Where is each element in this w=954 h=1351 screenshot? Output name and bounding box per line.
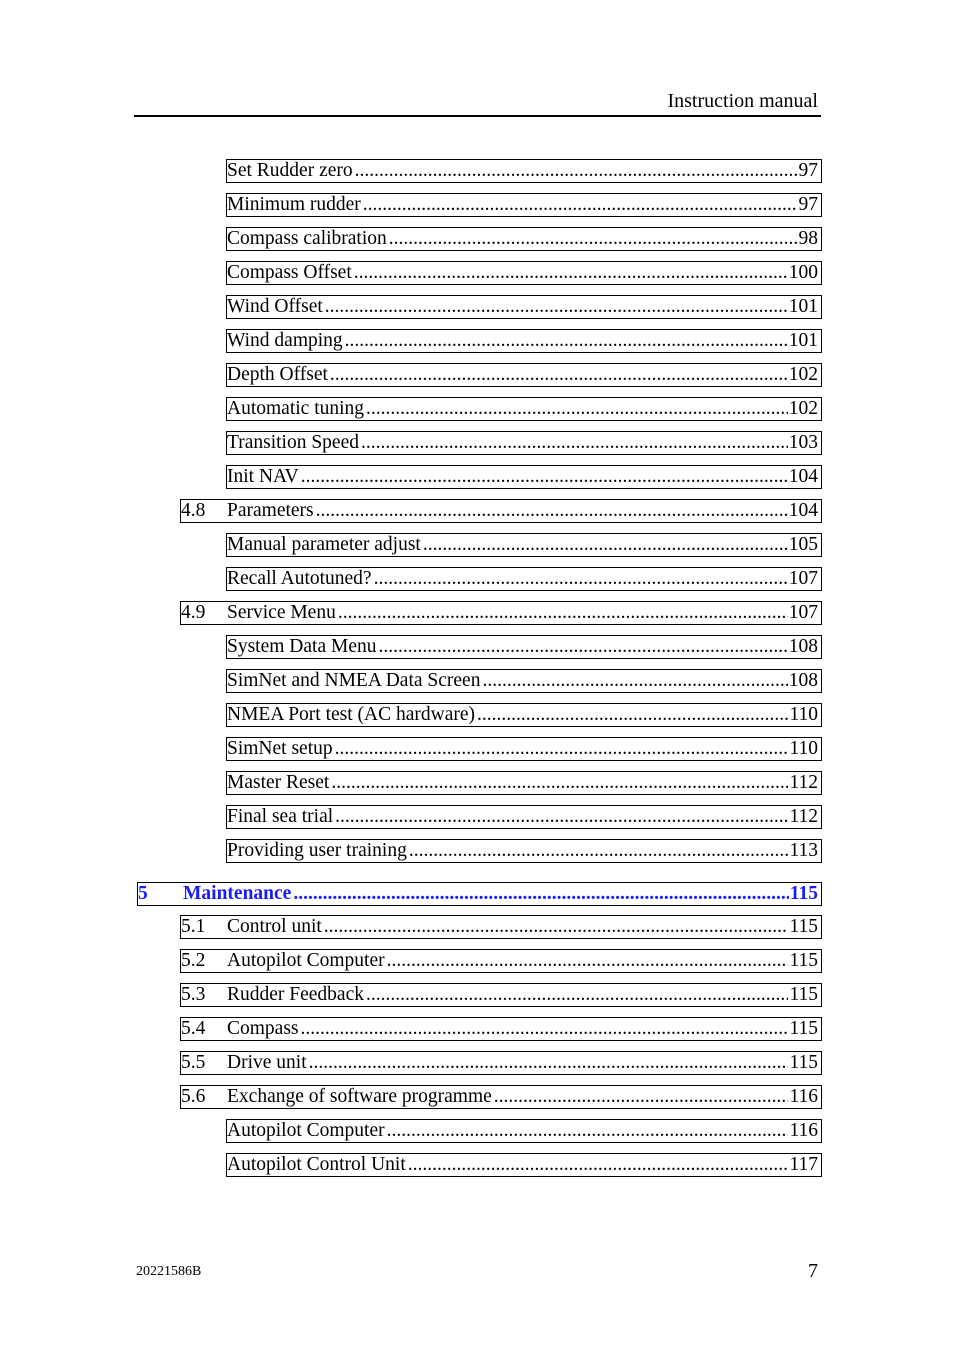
toc-dot-leader: [355, 160, 798, 182]
toc-page-number: 115: [789, 950, 818, 971]
header-title: Instruction manual: [667, 90, 818, 112]
toc-dot-leader: [366, 984, 788, 1006]
toc-title: SimNet setup: [227, 738, 333, 759]
toc-dot-leader: [361, 432, 788, 454]
toc-page-number: 107: [788, 568, 818, 589]
toc-page-number: 101: [788, 330, 818, 351]
toc-title: Parameters: [227, 500, 314, 521]
toc-title: Final sea trial: [227, 806, 334, 827]
toc-page-number: 117: [789, 1154, 818, 1175]
toc-subsection-link[interactable]: [226, 567, 822, 591]
toc-number: 5.4: [181, 1018, 206, 1039]
toc-dot-leader: [331, 772, 788, 794]
toc-dot-leader: [387, 1120, 789, 1142]
toc-page-number: 108: [788, 670, 818, 691]
toc-subsection-link[interactable]: [226, 703, 822, 727]
toc-section-link[interactable]: [180, 499, 822, 523]
toc-dot-leader: [335, 738, 789, 760]
toc-title: Wind Offset: [227, 296, 323, 317]
toc-title: Compass Offset: [227, 262, 352, 283]
toc-title: Autopilot Computer: [227, 950, 385, 971]
toc-subsection-link[interactable]: [226, 295, 822, 319]
toc-number: 5: [138, 883, 148, 904]
toc-subsection-link[interactable]: [226, 159, 822, 183]
toc-subsection-link[interactable]: [226, 261, 822, 285]
toc-page-number: 112: [789, 806, 818, 827]
toc-title: NMEA Port test (AC hardware): [227, 704, 476, 725]
toc-number: 5.3: [181, 984, 206, 1005]
toc-subsection-link[interactable]: [226, 397, 822, 421]
toc-dot-leader: [330, 364, 788, 386]
toc-dot-leader: [387, 950, 789, 972]
toc-page-number: 115: [789, 984, 818, 1005]
toc-dot-leader: [408, 1154, 789, 1176]
toc-number: 4.8: [181, 500, 206, 521]
toc-dot-leader: [389, 228, 798, 250]
toc-dot-leader: [477, 704, 788, 726]
toc-page-number: 105: [788, 534, 818, 555]
toc-title: Compass calibration: [227, 228, 387, 249]
toc-page-number: 101: [788, 296, 818, 317]
toc-subsection-link[interactable]: [226, 1153, 822, 1177]
toc-subsection-link[interactable]: [226, 533, 822, 557]
toc-section-link[interactable]: [180, 983, 822, 1007]
toc-title: Master Reset: [227, 772, 330, 793]
toc-subsection-link[interactable]: [226, 193, 822, 217]
toc-dot-leader: [423, 534, 788, 556]
toc-number: 5.1: [181, 916, 206, 937]
toc-section-link[interactable]: [180, 1085, 822, 1109]
toc-number: 5.6: [181, 1086, 206, 1107]
toc-title: Automatic tuning: [227, 398, 365, 419]
toc-title: Service Menu: [227, 602, 336, 623]
toc-dot-leader: [325, 296, 788, 318]
toc-section-link[interactable]: [180, 949, 822, 973]
toc-dot-leader: [363, 194, 798, 216]
toc-page-number: 104: [788, 500, 818, 521]
toc-page-number: 113: [789, 840, 818, 861]
toc-page-number: 112: [789, 772, 818, 793]
toc-title: System Data Menu: [227, 636, 377, 657]
toc-subsection-link[interactable]: [226, 329, 822, 353]
toc-title: Set Rudder zero: [227, 160, 353, 181]
toc-subsection-link[interactable]: [226, 465, 822, 489]
toc-subsection-link[interactable]: [226, 431, 822, 455]
toc-subsection-link[interactable]: [226, 1119, 822, 1143]
toc-page-number: 110: [789, 738, 818, 759]
toc-title: Manual parameter adjust: [227, 534, 421, 555]
toc-dot-leader: [378, 636, 787, 658]
toc-dot-leader: [345, 330, 788, 352]
toc-title: Transition Speed: [227, 432, 359, 453]
toc-page-number: 103: [788, 432, 818, 453]
toc-number: 5.5: [181, 1052, 206, 1073]
toc-dot-leader: [293, 883, 788, 905]
toc-section-link[interactable]: [180, 915, 822, 939]
toc-title: Rudder Feedback: [227, 984, 364, 1005]
toc-page-number: 98: [798, 228, 818, 249]
toc-page-number: 107: [788, 602, 818, 623]
toc-dot-leader: [316, 500, 788, 522]
toc-page-number: 97: [798, 160, 818, 181]
toc-chapter-link[interactable]: [137, 882, 822, 906]
toc-title: Wind damping: [227, 330, 343, 351]
toc-dot-leader: [335, 806, 788, 828]
toc-dot-leader: [338, 602, 788, 624]
toc-title: Autopilot Computer: [227, 1120, 385, 1141]
toc-subsection-link[interactable]: [226, 227, 822, 251]
toc-page-number: 102: [788, 364, 818, 385]
toc-page-number: 104: [788, 466, 818, 487]
toc-title: Minimum rudder: [227, 194, 361, 215]
toc-dot-leader: [354, 262, 788, 284]
toc-dot-leader: [309, 1052, 789, 1074]
toc-dot-leader: [366, 398, 788, 420]
toc-page-number: 115: [789, 916, 818, 937]
toc-subsection-link[interactable]: [226, 635, 822, 659]
toc-dot-leader: [324, 916, 789, 938]
toc-dot-leader: [301, 1018, 789, 1040]
toc-page-number: 97: [798, 194, 818, 215]
toc-number: 5.2: [181, 950, 206, 971]
toc-title: Autopilot Control Unit: [227, 1154, 406, 1175]
toc-dot-leader: [494, 1086, 789, 1108]
toc-section-link[interactable]: [180, 1051, 822, 1075]
toc-page-number: 100: [788, 262, 818, 283]
toc-page-number: 110: [789, 704, 818, 725]
toc-section-link[interactable]: [180, 1017, 822, 1041]
toc-title: Init NAV: [227, 466, 299, 487]
toc-page-number: 108: [788, 636, 818, 657]
toc-subsection-link[interactable]: [226, 805, 822, 829]
toc-dot-leader: [374, 568, 788, 590]
toc-subsection-link[interactable]: [226, 737, 822, 761]
toc-title: Exchange of software programme: [227, 1086, 492, 1107]
toc-subsection-link[interactable]: [226, 839, 822, 863]
toc-page-number: 116: [789, 1120, 818, 1141]
toc-subsection-link[interactable]: [226, 669, 822, 693]
toc-title: Maintenance: [183, 883, 292, 904]
toc-title: SimNet and NMEA Data Screen: [227, 670, 481, 691]
toc-dot-leader: [482, 670, 787, 692]
toc-subsection-link[interactable]: [226, 363, 822, 387]
toc-page-number: 115: [789, 1052, 818, 1073]
toc-page-number: 116: [789, 1086, 818, 1107]
toc-section-link[interactable]: [180, 601, 822, 625]
toc-title: Recall Autotuned?: [227, 568, 372, 589]
toc-subsection-link[interactable]: [226, 771, 822, 795]
toc-page-number: 102: [788, 398, 818, 419]
page-number: 7: [808, 1260, 818, 1282]
toc-page-number: 115: [789, 1018, 818, 1039]
toc-number: 4.9: [181, 602, 206, 623]
toc-title: Drive unit: [227, 1052, 307, 1073]
toc-title: Depth Offset: [227, 364, 328, 385]
toc-page-number: 115: [789, 883, 818, 904]
toc-title: Providing user training: [227, 840, 407, 861]
toc-title: Compass: [227, 1018, 299, 1039]
toc-title: Control unit: [227, 916, 322, 937]
toc-dot-leader: [301, 466, 788, 488]
document-code: 20221586B: [136, 1264, 202, 1279]
toc-dot-leader: [409, 840, 789, 862]
